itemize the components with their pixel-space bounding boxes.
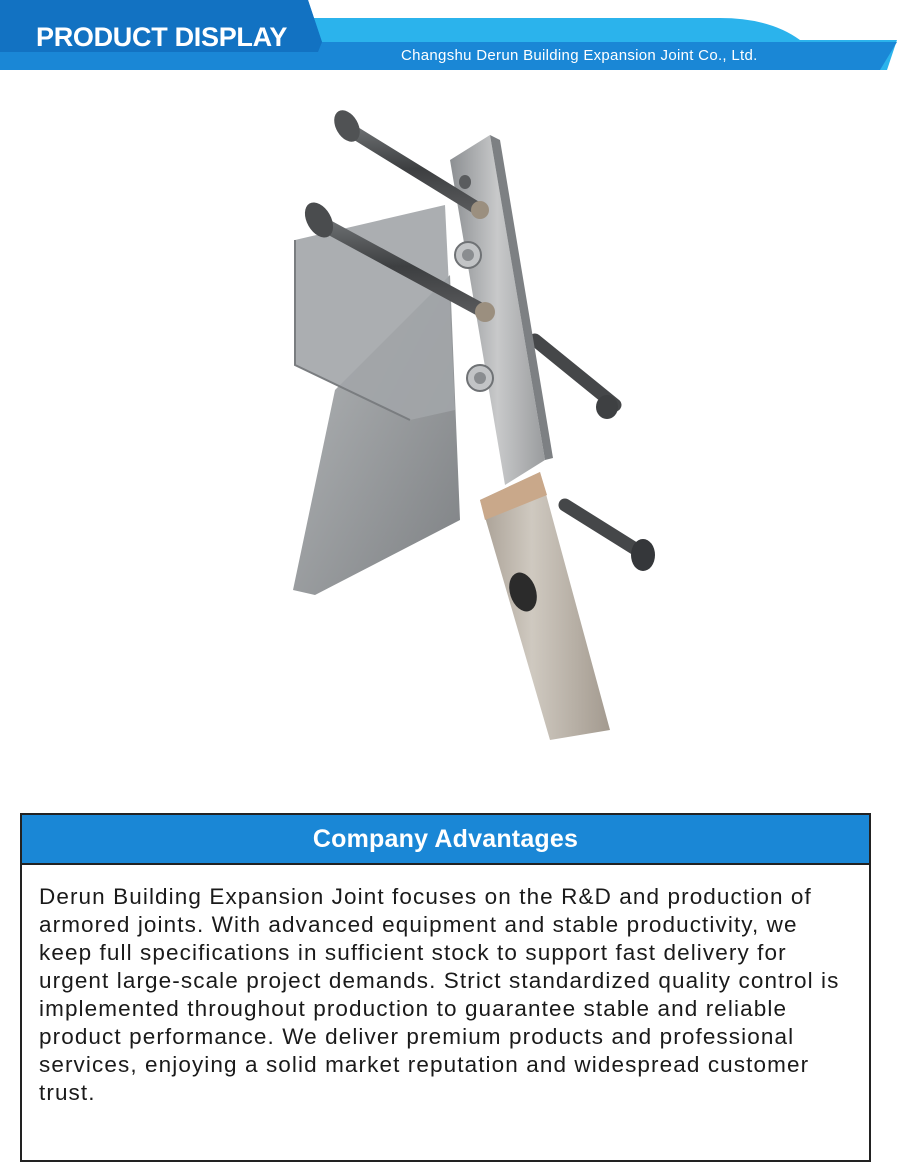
banner-title: PRODUCT DISPLAY — [36, 22, 288, 52]
rod-head-back-lower — [631, 539, 655, 571]
weld-upper — [471, 201, 489, 219]
advantages-body: Derun Building Expansion Joint focuses on the R&D and production of armored joints. With advanced equipment and stable productivity, we keep full specifications in sufficient stock to support fast delivery for urgent large-scale project demands. Strict standardized quality control is implemented throughout production to guarantee stable and reliable product performance. We deliver premium products and professional services, enjoying a solid market reputation and widespread customer trust. — [39, 884, 840, 1105]
armored-expansion-joint-photo — [285, 100, 665, 740]
bolt-hole-top — [459, 175, 471, 189]
weld-lower — [475, 302, 495, 322]
company-advantages-panel — [20, 813, 871, 1162]
rod-head-back-upper — [596, 395, 618, 419]
nut-core-lower — [474, 372, 486, 384]
nut-core-upper — [462, 249, 474, 261]
company-name: Changshu Derun Building Expansion Joint Co., Ltd. — [401, 47, 758, 64]
advantages-title: Company Advantages — [312, 824, 579, 853]
advantages-header — [22, 815, 869, 865]
header-banner — [0, 0, 897, 76]
side-flange — [295, 205, 455, 420]
anchor-rod-back-upper — [535, 340, 615, 405]
